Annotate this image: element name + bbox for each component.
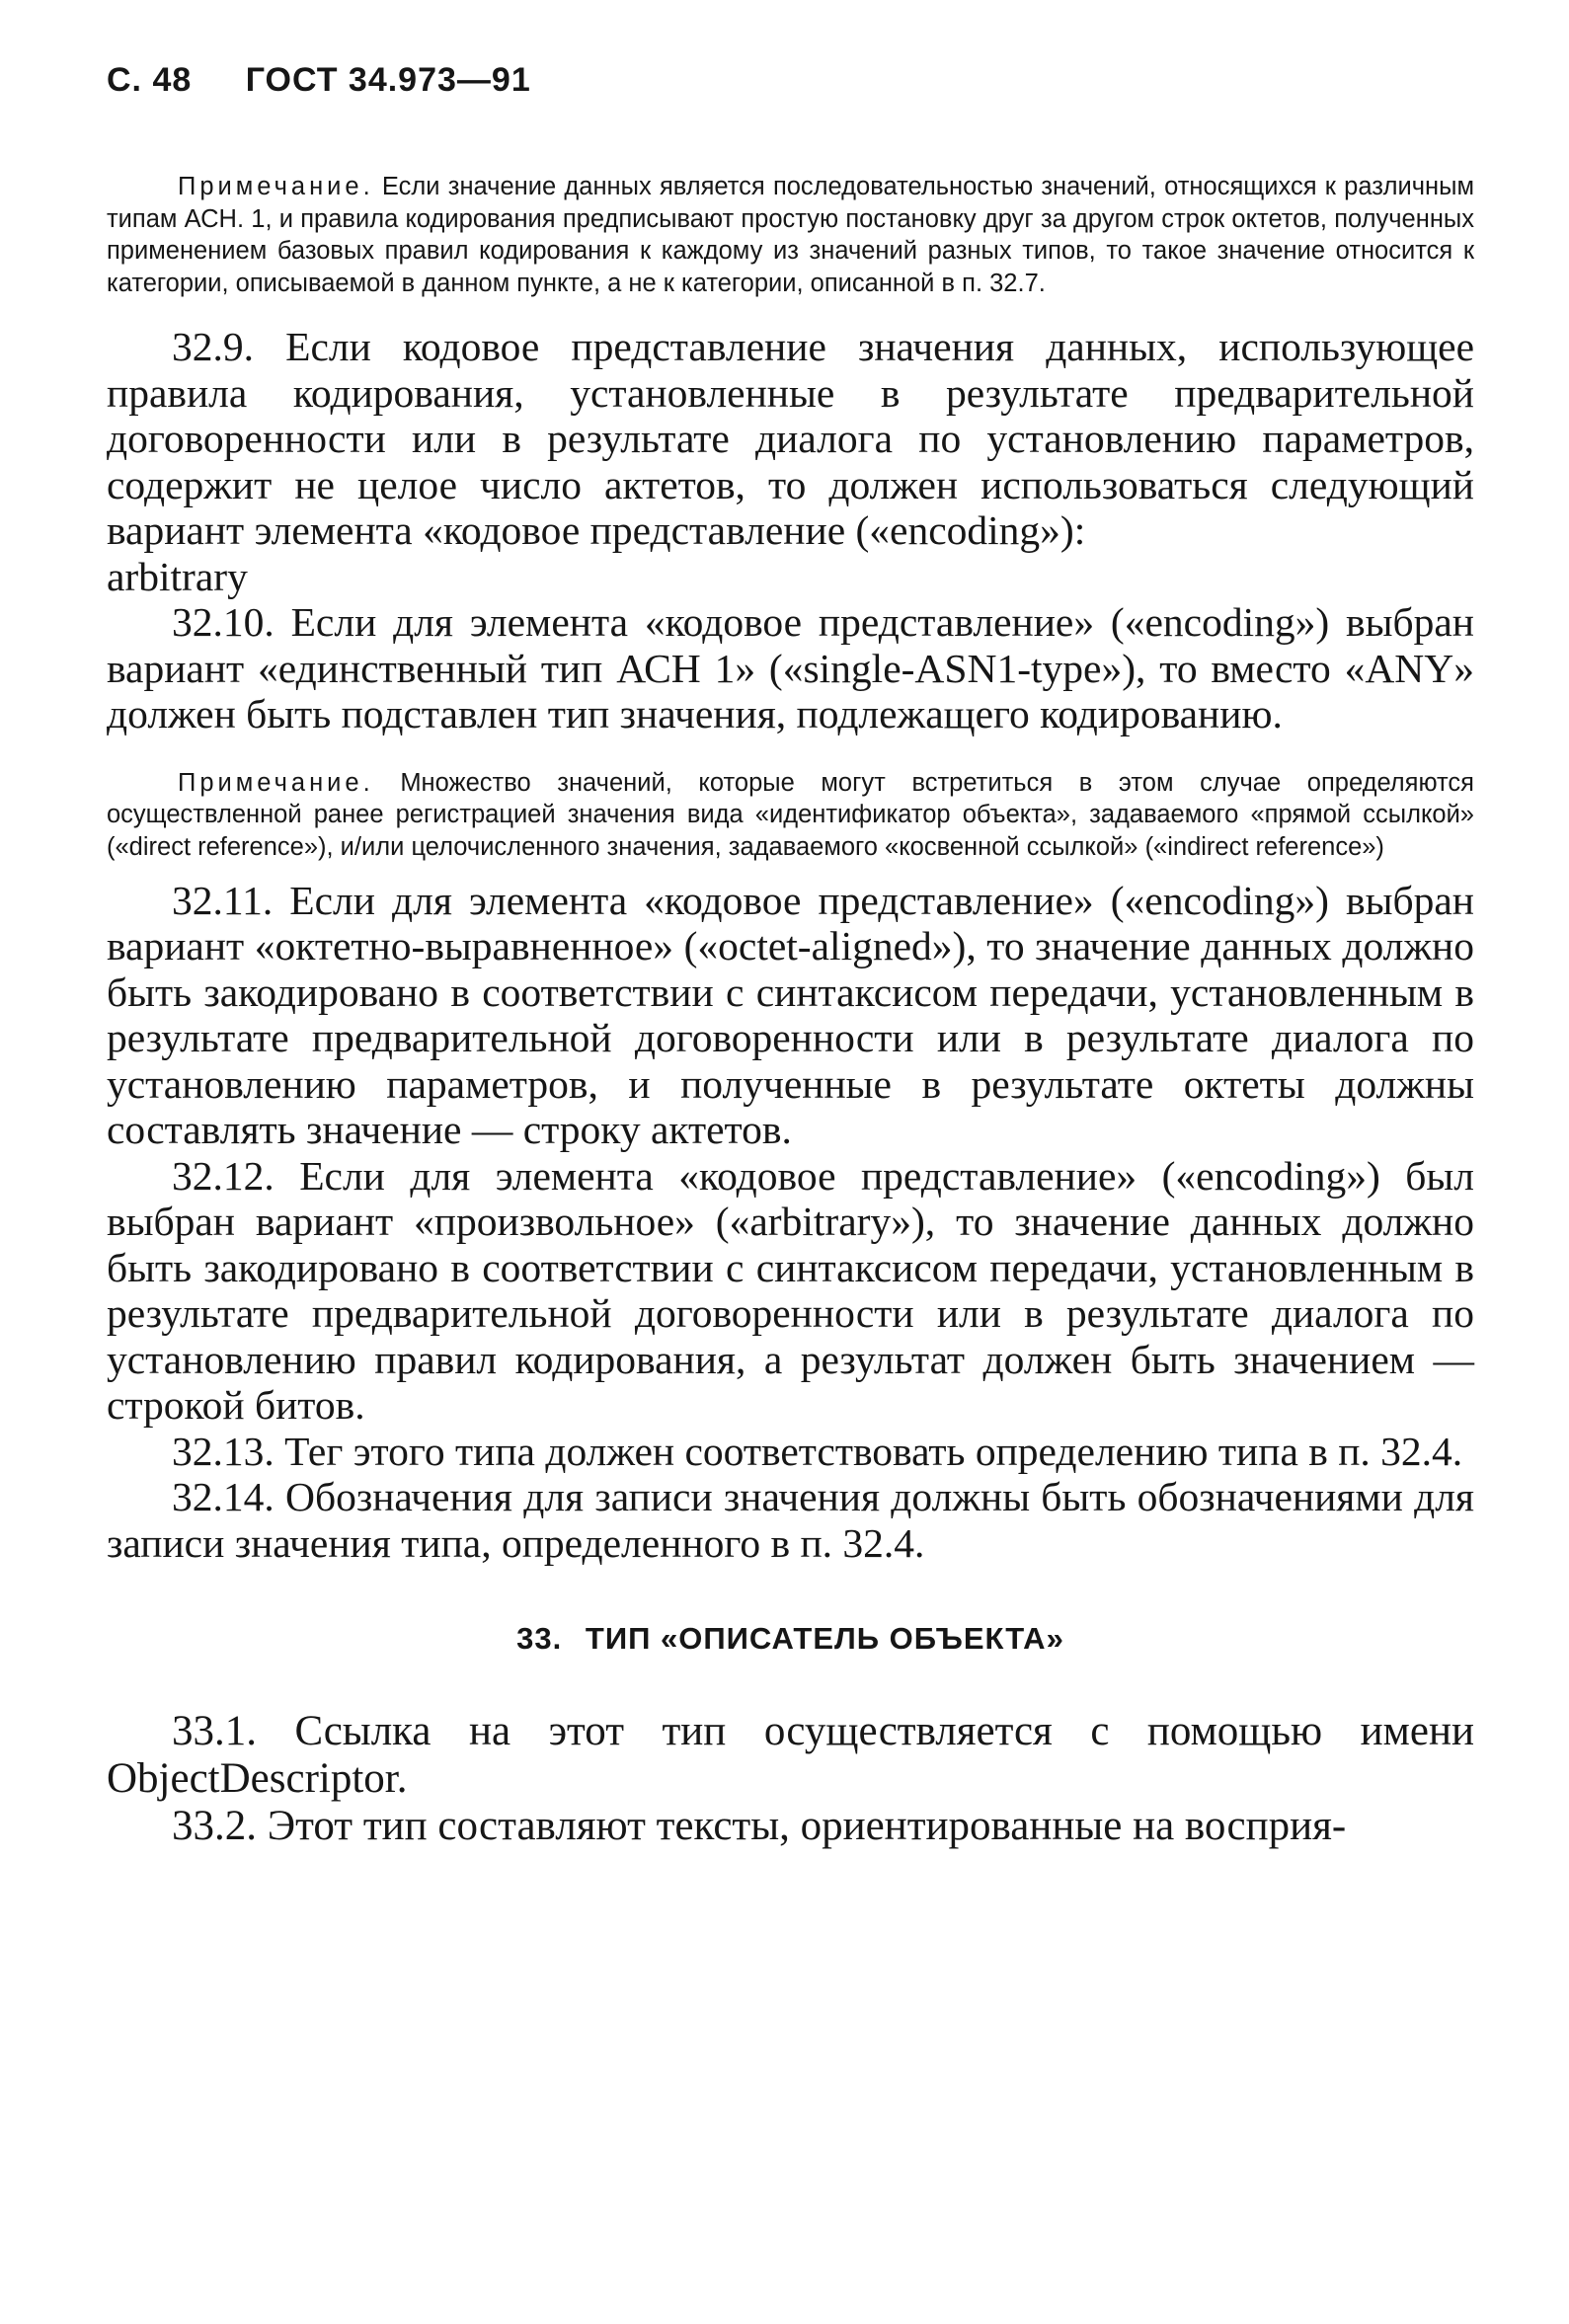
- paragraph-33-2: 33.2. Этот тип составляют тексты, ориентированные на восприя-: [172, 1803, 1347, 1850]
- paragraph-32-10: 32.10. Если для элемента «кодовое представление» («encoding») выбран вариант «единственный тип АСН 1» («single-ASN1-type»), то вместо «ANY» должен быть подставлен тип значения, подлежащего кодированию.: [107, 599, 1474, 737]
- section-title: ТИП «ОПИСАТЕЛЬ ОБЪЕКТА»: [585, 1621, 1064, 1657]
- paragraph-32-12: 32.12. Если для элемента «кодовое представление» («encoding») был выбран вариант «произвольное» («arbitrary»), то значение данных должно быть закодировано в соответствии с синтаксисом передачи, установленным в результате предварительной договоренности или в результате диалога по установлению правил кодирования, а результат должен быть значением — строкой битов.: [107, 1152, 1474, 1429]
- standard-designation: ГОСТ 34.973—91: [245, 61, 531, 99]
- paragraph-33-1: 33.1. Ссылка на этот тип осуществляется с помощью имени ObjectDescriptor.: [107, 1708, 1474, 1803]
- note-block-2: [107, 767, 1474, 864]
- note-text: Если значение данных является последовательностью значений, относящихся к различным типам АСН. 1, и правила кодирования предписывают простую постановку друг за другом строк октетов, полученных применением базовых правил кодирования к каждому из значений разных типов, то такое значение относится к категории, описываемой в данном пункте, а не к категории, описанной в п. 32.7.: [107, 173, 1474, 297]
- note-label: Примечание.: [178, 173, 374, 200]
- code-keyword-arbitrary: arbitrary: [107, 553, 248, 599]
- section-number: 33.: [516, 1621, 563, 1657]
- note-block: [107, 171, 1474, 299]
- paragraph-32-14: 32.14. Обозначения для записи значения должны быть обозначениями для записи значения типа, определенного в п. 32.4.: [107, 1474, 1474, 1566]
- paragraph-32-13: 32.13. Тег этого типа должен соответствовать определению типа в п. 32.4.: [172, 1428, 1463, 1474]
- note-label-2: Примечание.: [178, 768, 374, 797]
- section-heading: [107, 1621, 1474, 1657]
- paragraph-32-11: 32.11. Если для элемента «кодовое представление» («encoding») выбран вариант «октетно-выравненное» («octet-aligned»), то значение данных должно быть закодировано в соответствии с синтаксисом передачи, установленным в результате предварительной договоренности или в результате диалога по установлению параметров, и полученные в результате октеты должны составлять значение — строку актетов.: [107, 877, 1474, 1153]
- note-text-2: Множество значений, которые могут встретиться в этом случае определяются осуществленной ранее регистрацией значения вида «идентификатор объекта», задаваемого «прямой ссылкой» («direct reference»), и/или целочисленного значения, задаваемого «косвенной ссылкой» («indirect reference»): [107, 768, 1474, 862]
- page-number: С. 48: [107, 61, 193, 99]
- paragraph-32-9: 32.9. Если кодовое представление значения данных, использующее правила кодирования, установленные в результате предварительной договоренности или в результате диалога по установлению параметров, содержит не целое число актетов, то должен использоваться следующий вариант элемента «кодовое представление («encoding»):: [107, 324, 1474, 554]
- running-header: [107, 61, 1474, 100]
